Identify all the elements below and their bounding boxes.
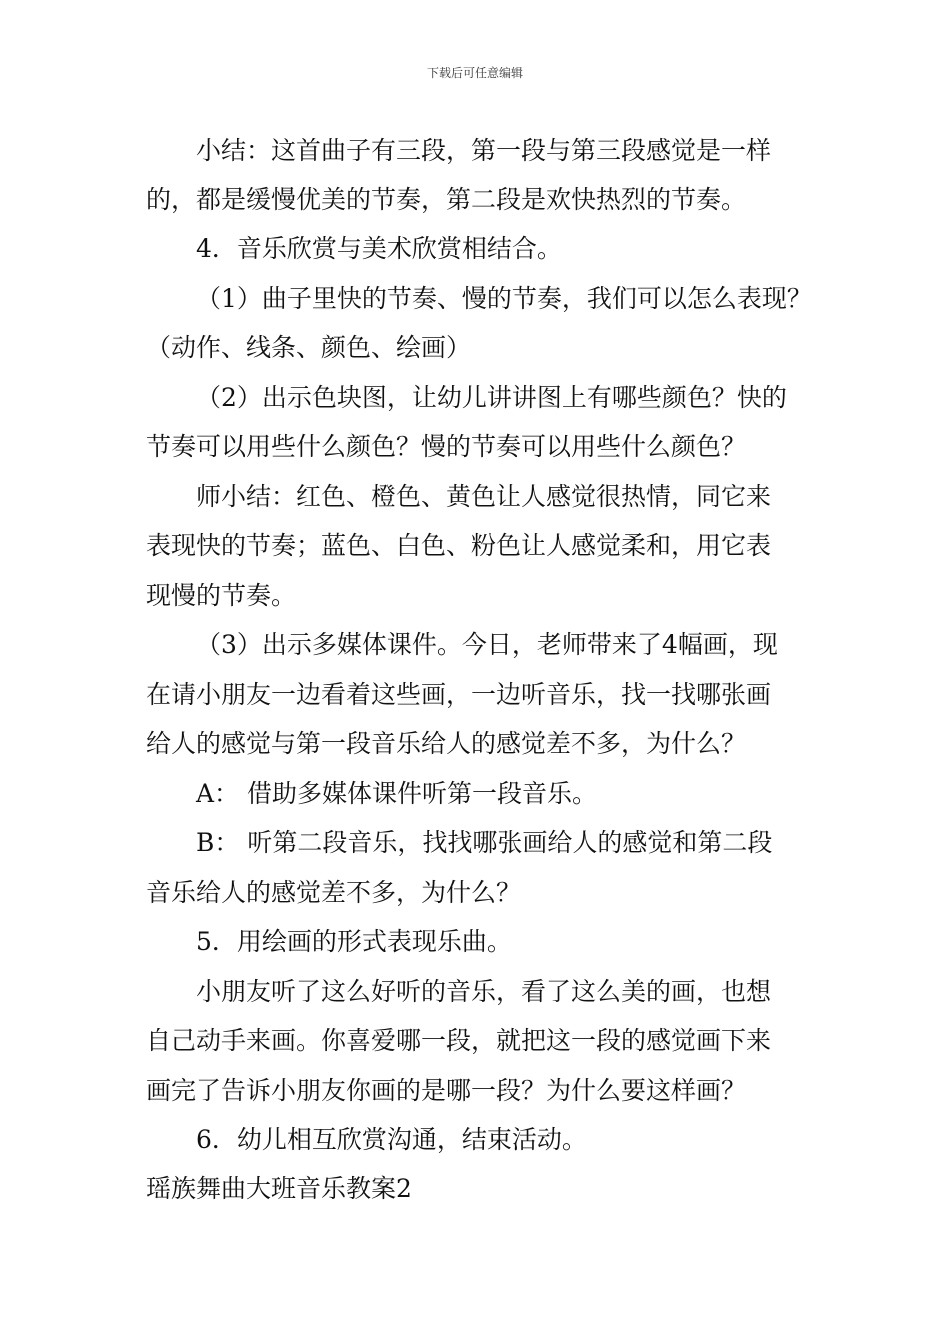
- page-header: 下载后可任意编辑: [426, 66, 523, 80]
- paragraph-line: 表现快的节奏；蓝色、白色、粉色让人感觉柔和，用它表: [146, 531, 772, 560]
- paragraph-line: 自己动手来画。你喜爱哪一段，就把这一段的感觉画下来: [146, 1026, 772, 1055]
- paragraph-line: 在请小朋友一边看着这些画，一边听音乐，找一找哪张画: [146, 680, 772, 709]
- paragraph-line: （3）出示多媒体课件。今日，老师带来了4幅画，现: [196, 630, 778, 659]
- paragraph-line: 音乐给人的感觉差不多，为什么？: [146, 878, 522, 907]
- paragraph-line: 的，都是缓慢优美的节奏，第二段是欢快热烈的节奏。: [146, 185, 747, 214]
- section-title: 瑶族舞曲大班音乐教案2: [146, 1174, 412, 1203]
- paragraph-line: 画完了告诉小朋友你画的是哪一段？为什么要这样画？: [146, 1076, 747, 1105]
- paragraph-line: A： 借助多媒体课件听第一段音乐。: [196, 779, 598, 808]
- paragraph-line: 现慢的节奏。: [146, 581, 297, 610]
- paragraph-line: 4．音乐欣赏与美术欣赏相结合。: [196, 234, 562, 263]
- paragraph-line: （2）出示色块图，让幼儿讲讲图上有哪些颜色？快的: [196, 383, 787, 412]
- paragraph-line: B： 听第二段音乐，找找哪张画给人的感觉和第二段: [196, 828, 773, 857]
- paragraph-line: （动作、线条、颜色、绘画）: [146, 333, 472, 362]
- paragraph-line: 节奏可以用些什么颜色？慢的节奏可以用些什么颜色？: [146, 432, 747, 461]
- paragraph-line: （1）曲子里快的节奏、慢的节奏，我们可以怎么表现？: [196, 284, 812, 313]
- paragraph-line: 6．幼儿相互欣赏沟通，结束活动。: [196, 1125, 587, 1154]
- paragraph-line: 小朋友听了这么好听的音乐，看了这么美的画，也想: [196, 977, 772, 1006]
- paragraph-line: 小结：这首曲子有三段，第一段与第三段感觉是一样: [196, 136, 772, 165]
- paragraph-line: 5．用绘画的形式表现乐曲。: [196, 927, 512, 956]
- paragraph-line: 师小结：红色、橙色、黄色让人感觉很热情，同它来: [196, 482, 772, 511]
- paragraph-line: 给人的感觉与第一段音乐给人的感觉差不多，为什么？: [146, 729, 747, 758]
